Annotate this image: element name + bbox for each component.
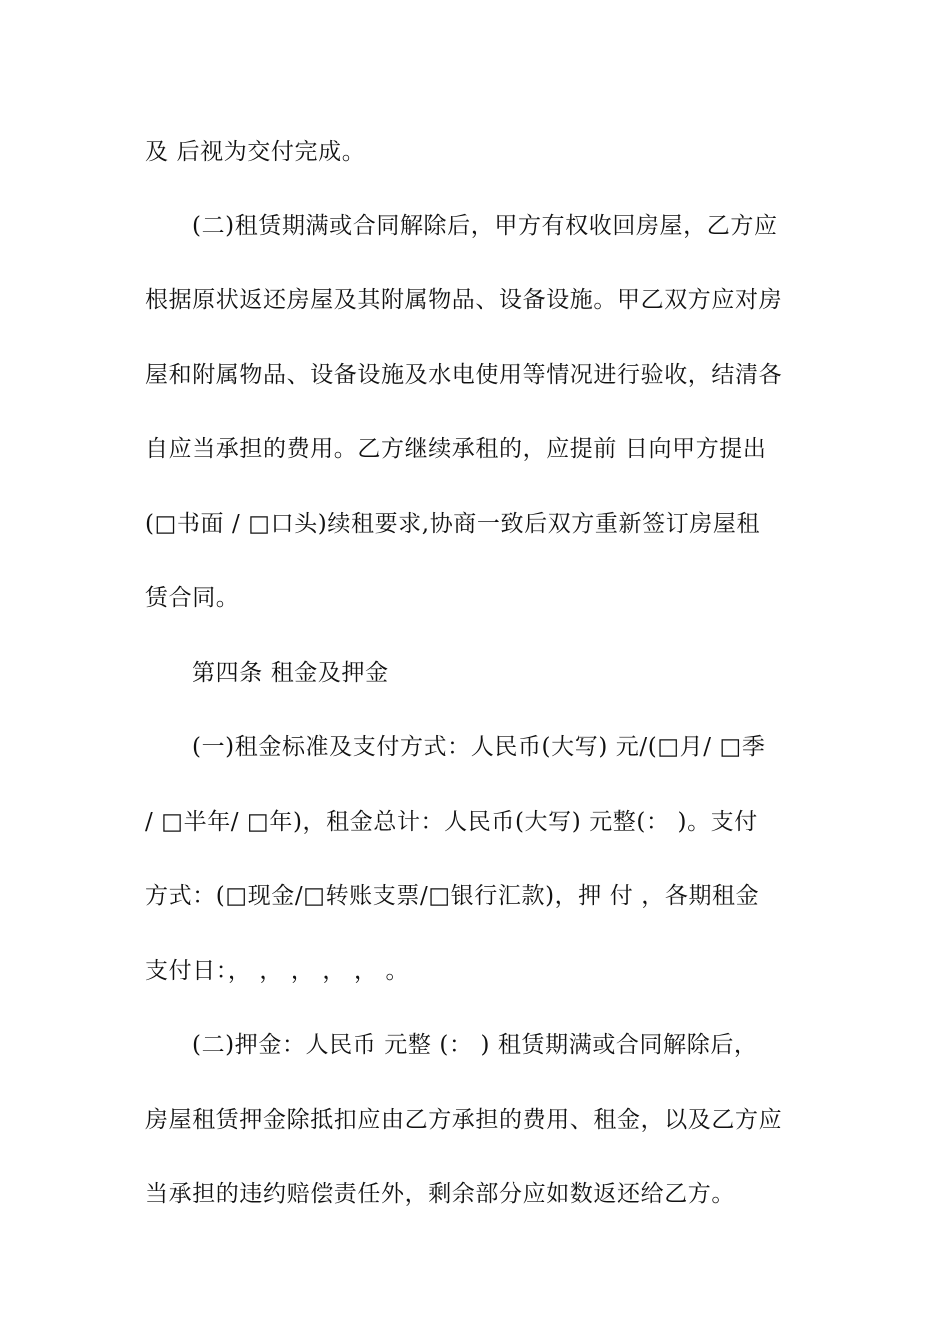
text-line-10: / □半年/ □年)，租金总计：人民币(大写) 元整(： )。支付	[145, 809, 758, 835]
text-line-7: 赁合同。	[145, 585, 240, 611]
text-line-11: 方式：(□现金/□转账支票/□银行汇款)，押 付 ，各期租金	[145, 883, 760, 909]
text-line-3: 根据原状返还房屋及其附属物品、设备设施。甲乙双方应对房	[145, 287, 783, 313]
text-line-1: 及 后视为交付完成。	[145, 139, 366, 165]
text-line-2: (二)租赁期满或合同解除后，甲方有权收回房屋，乙方应	[192, 213, 778, 239]
text-line-14: 房屋租赁押金除抵扣应由乙方承担的费用、租金，以及乙方应	[145, 1107, 783, 1133]
text-line-4: 屋和附属物品、设备设施及水电使用等情况进行验收，结清各	[145, 362, 783, 388]
text-line-6: (□书面 / □口头)续租要求,协商一致后双方重新签订房屋租	[145, 511, 761, 537]
section-heading-article-4: 第四条 租金及押金	[192, 660, 389, 686]
text-line-15: 当承担的违约赔偿责任外，剩余部分应如数返还给乙方。	[145, 1181, 735, 1207]
text-line-12: 支付日：， ， ， ， ， 。	[145, 958, 410, 984]
text-line-9: (一)租金标准及支付方式：人民币(大写) 元/(□月/ □季	[192, 734, 766, 760]
text-line-13: (二)押金：人民币 元整 (： ) 租赁期满或合同解除后，	[192, 1032, 758, 1058]
text-line-5: 自应当承担的费用。乙方继续承租的，应提前 日向甲方提出	[145, 436, 767, 462]
